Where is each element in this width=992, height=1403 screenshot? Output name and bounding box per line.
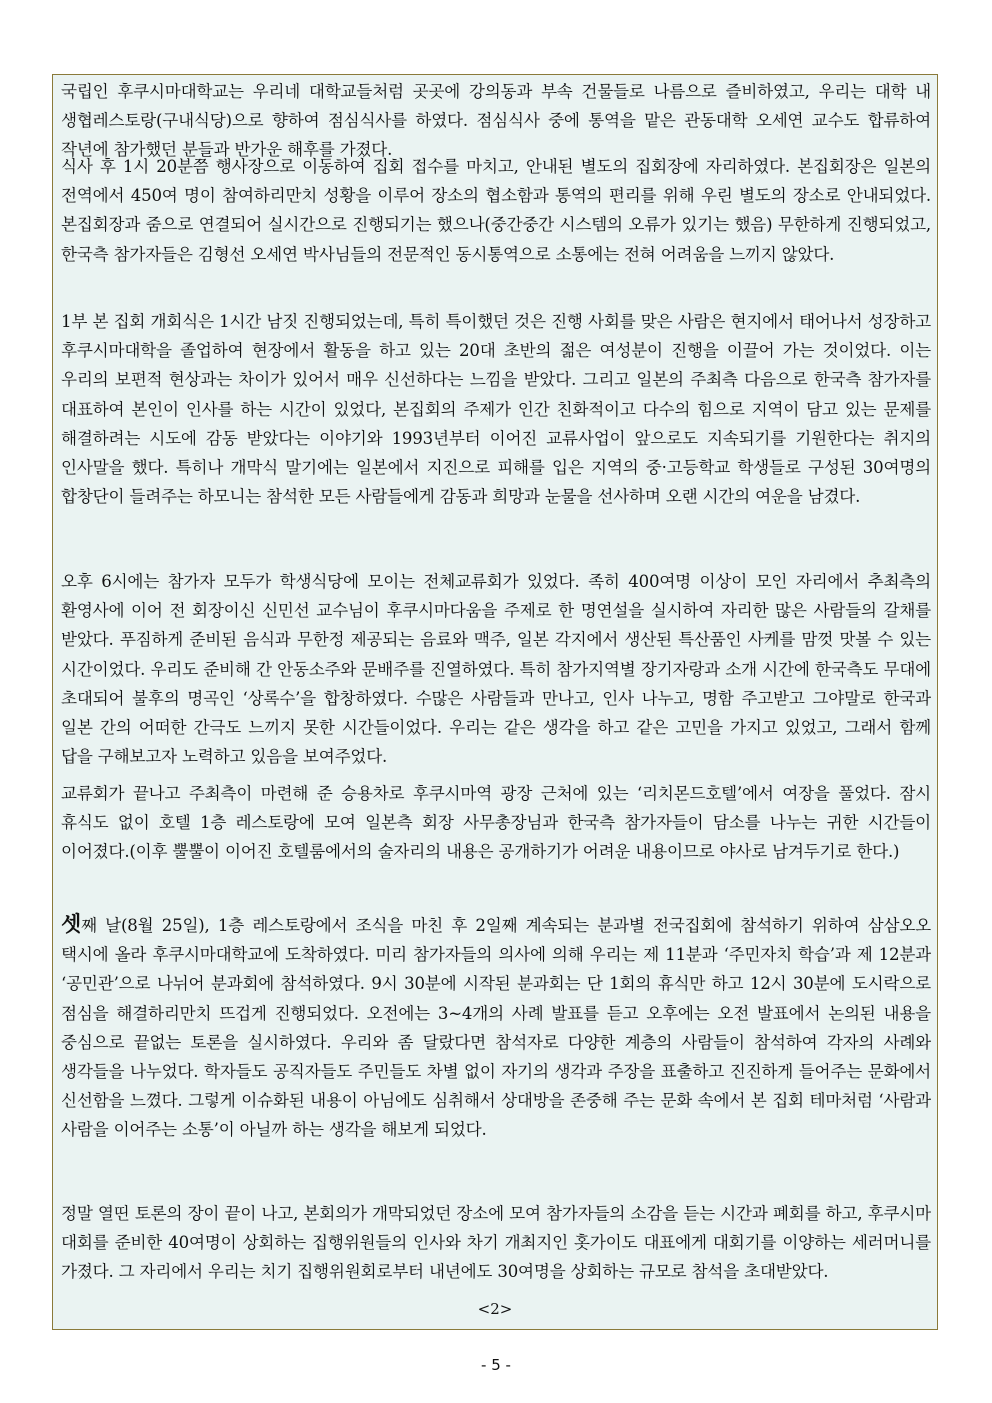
paragraph-4: 오후 6시에는 참가자 모두가 학생식당에 모이는 전체교류회가 있었다. 족히 400여명 이상이 모인 자리에서 추최측의 환영사에 이어 전 회장이신 신민선 교수님이 후쿠시마다움을 주제로 한 명연설을 실시하여 자리한 많은 사람들의 갈채를 받았다. 푸짐하게 준비된 음식과 무한정 제공되는 음료와 맥주, 일본 각지에서 생산된 특산품인 사케를 맘껏 맛볼 수 있는 시간이었다. 우리도 준비해 간 안동소주와 문배주를 진열하였다. 특히 참가지역별 장기자랑과 소개 시간에 한국측도 무대에 초대되어 불후의 명곡인 ‘상록수’을 합창하였다. 수많은 사람들과 만나고, 인사 나누고, 명함 주고받고 그야말로 한국과 일본 간의 어떠한 간극도 느끼지 못한 시간들이었다. 우리는 같은 생각을 하고 같은 고민을 가지고 있었고, 그래서 함께 답을 구해보고자 노력하고 있음을 보여주었다. [61,572,931,767]
paragraph-5: 교류회가 끝나고 주최측이 마련해 준 승용차로 후쿠시마역 광장 근처에 있는 ‘리치몬드호텔’에서 여장을 풀었다. 잠시 휴식도 없이 호텔 1층 레스토랑에 모여 일본측 회장 사무총장님과 한국측 참가자들이 담소를 나누는 귀한 시간들이 이어졌다.(이후 뿔뿔이 이어진 호텔룸에서의 술자리의 내용은 공개하기가 어려운 내용이므로 야사로 남겨두기로 한다.) [61,784,931,862]
paragraph-6 [61,909,931,1145]
paragraph-6-text: 째 날(8월 25일), 1층 레스토랑에서 조식을 마친 후 2일째 계속되는 분과별 전국집회에 참석하기 위하여 삼삼오오 택시에 올라 후쿠시마대학교에 도착하였다. 미리 참가자들의 의사에 의해 우리는 제 11분과 ‘주민자치 학습’과 제 12분과 ‘공민관’으로 나뉘어 분과회에 참석하였다. 9시 30분에 시작된 분과회는 단 1회의 휴식만 하고 12시 30분에 도시락으로 점심을 해결하리만치 뜨겁게 진행되었다. 오전에는 3~4개의 사례 발표를 듣고 오후에는 오전 발표에서 논의된 내용을 중심으로 끝없는 토론을 실시하였다. 우리와 좀 달랐다면 참석자로 다양한 계층의 사람들이 참석하여 각자의 사례와 생각들을 나누었다. 학자들도 공직자들도 주민들도 차별 없이 자기의 생각과 주장을 표출하고 진진하게 들어주는 문화에서 신선함을 느꼈다. 그렇게 이슈화된 내용이 아님에도 심취해서 상대방을 존중해 주는 문화 속에서 본 집회 테마처럼 ‘사람과 사람을 이어주는 소통’이 아닐까 하는 생각을 해보게 되었다. [61,916,931,1140]
box-page-label: <2> [477,1300,513,1318]
page-number: - 5 - [481,1356,511,1374]
paragraph-2: 식사 후 1시 20분쯤 행사장으로 이동하여 집회 접수를 마치고, 안내된 별도의 집회장에 자리하였다. 본집회장은 일본의 전역에서 450여 명이 참여하리만치 성황을 이루어 장소의 협소함과 통역의 편리를 위해 우린 별도의 장소로 안내되었다. 본집회장과 줌으로 연결되어 실시간으로 진행되기는 했으나(중간중간 시스템의 오류가 있기는 했음) 무한하게 진행되었고, 한국측 참가자들은 김형선 오세연 박사님들의 전문적인 동시통역으로 소통에는 전혀 어려움을 느끼지 않았다. [61,157,931,264]
article-box [52,74,938,1330]
paragraph-7: 정말 열띤 토론의 장이 끝이 나고, 본회의가 개막되었던 장소에 모여 참가자들의 소감을 듣는 시간과 폐회를 하고, 후쿠시마 대회를 준비한 40여명이 상회하는 집행위원들의 인사와 차기 개최지인 홋가이도 대표에게 대회기를 이양하는 세러머니를 가졌다. 그 자리에서 우리는 치기 집행위원회로부터 내년에도 30여명을 상회하는 규모로 참석을 초대받았다. [61,1204,931,1282]
paragraph-3: 1부 본 집회 개회식은 1시간 남짓 진행되었는데, 특히 특이했던 것은 진행 사회를 맞은 사람은 현지에서 태어나서 성장하고 후쿠시마대학을 졸업하여 현장에서 활동을 하고 있는 20대 초반의 젊은 여성분이 진행을 이끌어 가는 것이었다. 이는 우리의 보편적 현상과는 차이가 있어서 매우 신선하다는 느낌을 받았다. 그리고 일본의 주최측 다음으로 한국측 참가자를 대표하여 본인이 인사를 하는 시간이 있었다, 본집회의 주제가 인간 친화적이고 다수의 힘으로 지역이 담고 있는 문제를 해결하려는 시도에 감동 받았다는 이야기와 1993년부터 이어진 교류사업이 앞으로도 지속되기를 기원한다는 취지의 인사말을 했다. 특히나 개막식 말기에는 일본에서 지진으로 피해를 입은 지역의 중·고등학교 학생들로 구성된 30여명의 합창단이 들려주는 하모니는 참석한 모든 사람들에게 감동과 희망과 눈물을 선사하며 오랜 시간의 여운을 남겼다. [61,312,931,507]
paragraph-1: 국립인 후쿠시마대학교는 우리네 대학교들처럼 곳곳에 강의동과 부속 건물들로 나름으로 즐비하였고, 우리는 대학 내 생협레스토랑(구내식당)으로 향하여 점심식사를 하였다. 점심식사 중에 통역을 맡은 관동대학 오세연 교수도 합류하여 작년에 참가했던 분들과 반가운 해후를 가졌다. [61,82,931,160]
drop-word: 셋 [61,911,82,936]
